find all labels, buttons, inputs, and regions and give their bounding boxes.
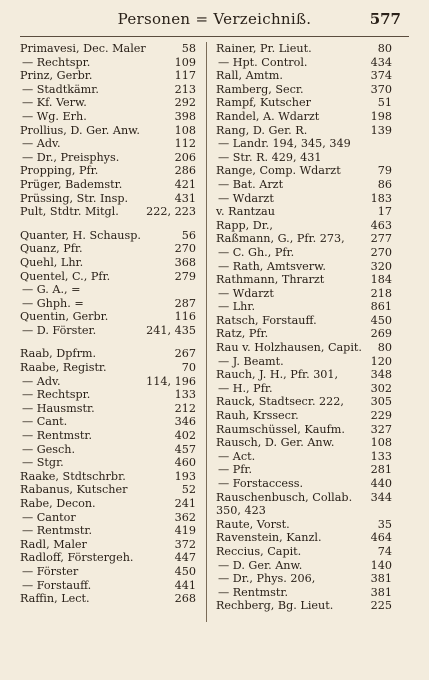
index-entry xyxy=(20,69,196,83)
index-entry xyxy=(20,110,196,124)
right-column xyxy=(216,42,392,613)
entry-pages: 398 xyxy=(174,109,196,123)
entry-name: Ramberg, Secr. xyxy=(216,82,304,96)
entry-pages: 222, 223 xyxy=(146,205,196,219)
entry-pages: 112 xyxy=(174,137,196,151)
entry-pages: 464 xyxy=(370,531,392,545)
index-entry xyxy=(20,470,196,484)
entry-pages: 58 xyxy=(181,42,196,55)
entry-name: Quentin, Gerbr. xyxy=(20,310,109,324)
entry-pages: 270 xyxy=(174,242,196,256)
entry-name: Ravenstein, Kanzl. xyxy=(216,531,322,545)
entry-pages: 286 xyxy=(174,164,196,178)
entry-name: — Ghph. = xyxy=(22,296,84,310)
entry-name: Primavesi, Dec. Maler xyxy=(20,42,146,55)
entry-pages: 133 xyxy=(174,388,196,402)
index-entry xyxy=(216,423,392,437)
index-entry xyxy=(20,229,196,243)
entry-pages: 52 xyxy=(181,483,196,497)
index-entry xyxy=(216,368,392,382)
entry-name: Ratsch, Forstauff. xyxy=(216,313,317,327)
entry-name: — Rechtspr. xyxy=(22,55,91,69)
entry-name: — Stadtkämr. xyxy=(22,82,99,96)
entry-pages: 346 xyxy=(174,415,196,429)
index-entry xyxy=(216,436,392,450)
entry-pages: 108 xyxy=(174,123,196,137)
entry-name: Rauh, Krssecr. xyxy=(216,409,299,423)
entry-name: Rauch, J. H., Pfr. 301, xyxy=(216,368,339,382)
entry-name: 350, 423 xyxy=(216,504,266,518)
entry-pages: 133 xyxy=(370,449,392,463)
entry-name: Prollius, D. Ger. Anw. xyxy=(20,123,140,137)
entry-name: Ratz, Pfr. xyxy=(216,327,269,341)
entry-pages: 229 xyxy=(370,409,392,423)
entry-name: Rauschenbusch, Collab. xyxy=(216,490,353,504)
page-title: Personen = Verzeichniß. xyxy=(117,10,312,28)
entry-pages: 120 xyxy=(370,354,392,368)
index-entry xyxy=(216,599,392,613)
index-entry xyxy=(216,545,392,559)
entry-name: — Rentmstr. xyxy=(22,429,93,443)
index-entry xyxy=(216,518,392,532)
entry-pages: 305 xyxy=(370,395,392,409)
header-rule xyxy=(20,36,409,37)
entry-pages: 35 xyxy=(377,517,392,531)
entry-pages: 372 xyxy=(174,537,196,551)
entry-name: — Str. R. 429, 431 xyxy=(218,150,322,164)
entry-pages: 268 xyxy=(174,592,196,606)
index-entry xyxy=(20,483,196,497)
index-entry xyxy=(216,192,392,206)
index-entry xyxy=(216,450,392,464)
index-entry xyxy=(216,531,392,545)
entry-pages: 861 xyxy=(370,300,392,314)
entry-name: — Rentmstr. xyxy=(22,524,93,538)
index-entry xyxy=(216,232,392,246)
entry-name: Rabe, Decon. xyxy=(20,497,96,510)
entry-pages: 277 xyxy=(370,232,392,246)
index-entry xyxy=(20,579,196,593)
entry-pages: 327 xyxy=(370,422,392,436)
entry-name: Rainer, Pr. Lieut. xyxy=(216,42,312,55)
index-entry xyxy=(20,192,196,206)
index-entry xyxy=(20,56,196,70)
entry-pages: 279 xyxy=(174,269,196,283)
entry-name: — Forstaccess. xyxy=(218,477,304,490)
entry-name: Rampf, Kutscher xyxy=(216,96,311,110)
section-gap xyxy=(20,219,196,229)
entry-name: Range, Comp. Wdarzt xyxy=(216,164,341,178)
index-entry xyxy=(20,511,196,525)
index-entry xyxy=(216,395,392,409)
entry-name: Reccius, Capit. xyxy=(216,544,302,558)
index-entry xyxy=(216,287,392,301)
entry-name: — Hausmstr. xyxy=(22,401,95,415)
entry-pages: 79 xyxy=(377,164,392,178)
entry-pages: 440 xyxy=(370,477,392,490)
index-entry xyxy=(216,382,392,396)
index-entry xyxy=(216,69,392,83)
entry-pages: 344 xyxy=(370,490,392,504)
entry-pages: 441 xyxy=(174,578,196,592)
entry-name: Raumschüssel, Kaufm. xyxy=(216,422,345,436)
entry-pages: 292 xyxy=(174,96,196,110)
entry-pages: 281 xyxy=(370,463,392,477)
index-entry xyxy=(216,314,392,328)
entry-name: — C. Gh., Pfr. xyxy=(218,245,295,259)
entry-name: Raute, Vorst. xyxy=(216,517,290,531)
entry-pages: 267 xyxy=(174,347,196,361)
entry-pages: 206 xyxy=(174,150,196,164)
entry-pages: 302 xyxy=(370,381,392,395)
index-entry xyxy=(20,164,196,178)
index-entry xyxy=(216,164,392,178)
entry-name: — Bat. Arzt xyxy=(218,177,284,191)
entry-name: Randel, A. Wdarzt xyxy=(216,109,320,123)
entry-name: — Pfr. xyxy=(218,463,253,477)
index-entry xyxy=(216,137,392,151)
entry-name: Prinz, Gerbr. xyxy=(20,69,93,83)
entry-pages: 460 xyxy=(174,456,196,470)
entry-pages: 362 xyxy=(174,510,196,524)
entry-pages: 117 xyxy=(174,69,196,83)
index-entry xyxy=(20,538,196,552)
entry-name: Rabanus, Kutscher xyxy=(20,483,128,497)
entry-pages: 212 xyxy=(174,401,196,415)
index-entry xyxy=(216,327,392,341)
index-entry xyxy=(20,429,196,443)
entry-pages: 108 xyxy=(370,436,392,450)
index-entry xyxy=(216,300,392,314)
entry-pages: 434 xyxy=(370,55,392,69)
entry-name: Raake, Stdtschrbr. xyxy=(20,469,126,483)
entry-name: — Hpt. Control. xyxy=(218,55,308,69)
index-entry xyxy=(216,409,392,423)
entry-name: v. Rantzau xyxy=(216,205,275,219)
entry-name: Quanz, Pfr. xyxy=(20,242,83,256)
entry-pages: 56 xyxy=(181,228,196,242)
entry-name: — Dr., Phys. 206, xyxy=(218,572,316,586)
index-entry xyxy=(20,402,196,416)
entry-name: — Stgr. xyxy=(22,456,64,470)
entry-name: — Förster xyxy=(22,564,79,578)
entry-pages: 368 xyxy=(174,255,196,269)
entry-pages: 381 xyxy=(370,585,392,599)
entry-name: — Act. xyxy=(218,449,256,463)
entry-pages: 218 xyxy=(370,286,392,300)
entry-pages: 17 xyxy=(377,205,392,219)
entry-pages: 431 xyxy=(174,191,196,205)
index-entry xyxy=(20,524,196,538)
entry-pages: 402 xyxy=(174,429,196,443)
entry-name: — Wdarzt xyxy=(218,286,274,300)
entry-pages: 140 xyxy=(370,558,392,572)
index-entry xyxy=(20,83,196,97)
entry-pages: 447 xyxy=(174,551,196,565)
entry-name: — Gesch. xyxy=(22,442,76,456)
entry-pages: 421 xyxy=(174,177,196,191)
index-entry xyxy=(216,246,392,260)
index-entry xyxy=(216,559,392,573)
index-entry xyxy=(216,110,392,124)
index-entry xyxy=(216,341,392,355)
entry-pages: 116 xyxy=(174,310,196,324)
index-entry xyxy=(20,347,196,361)
index-entry xyxy=(20,361,196,375)
page-number: 577 xyxy=(369,10,401,28)
entry-name: — Dr., Preisphys. xyxy=(22,150,120,164)
index-entry xyxy=(20,443,196,457)
index-entry xyxy=(216,83,392,97)
index-entry xyxy=(20,124,196,138)
index-entry xyxy=(216,586,392,600)
entry-name: Prüger, Bademstr. xyxy=(20,177,123,191)
entry-pages: 450 xyxy=(174,564,196,578)
section-gap xyxy=(20,337,196,347)
index-entry xyxy=(20,310,196,324)
index-entry xyxy=(20,497,196,511)
index-entry xyxy=(216,219,392,233)
entry-name: — Wg. Erh. xyxy=(22,109,87,123)
index-entry xyxy=(20,137,196,151)
index-entry xyxy=(216,273,392,287)
entry-pages: 457 xyxy=(174,442,196,456)
entry-name: Raßmann, G., Pfr. 273, xyxy=(216,232,345,246)
entry-name: — H., Pfr. xyxy=(218,381,273,395)
index-entry xyxy=(216,260,392,274)
index-entry xyxy=(20,178,196,192)
entry-pages: 241, 435 xyxy=(146,323,196,337)
entry-name: — Forstauff. xyxy=(22,578,92,592)
index-entry xyxy=(216,355,392,369)
entry-name: — Wdarzt xyxy=(218,191,274,205)
entry-pages: 183 xyxy=(370,191,392,205)
entry-name: Raabe, Registr. xyxy=(20,361,107,375)
index-entry xyxy=(216,178,392,192)
index-entry xyxy=(20,270,196,284)
page-header xyxy=(0,10,429,32)
index-entry xyxy=(20,205,196,219)
index-entry xyxy=(216,205,392,219)
entry-pages: 70 xyxy=(181,361,196,375)
index-entry xyxy=(216,42,392,56)
index-entry xyxy=(20,297,196,311)
entry-name: Rathmann, Thrarzt xyxy=(216,273,325,287)
entry-name: Radl, Maler xyxy=(20,537,87,551)
entry-name: Rall, Amtm. xyxy=(216,69,283,83)
entry-name: Quehl, Lhr. xyxy=(20,255,84,269)
entry-name: — Cant. xyxy=(22,415,68,429)
entry-pages: 114, 196 xyxy=(146,374,196,388)
index-entry xyxy=(20,283,196,297)
index-entry xyxy=(20,242,196,256)
index-entry xyxy=(20,388,196,402)
entry-pages: 51 xyxy=(377,96,392,110)
index-entry xyxy=(20,151,196,165)
entry-pages: 450 xyxy=(370,313,392,327)
entry-pages: 374 xyxy=(370,69,392,83)
entry-name: — D. Förster. xyxy=(22,323,97,337)
entry-pages: 287 xyxy=(174,296,196,310)
entry-name: Pult, Stdtr. Mitgl. xyxy=(20,205,119,219)
entry-name: Quanter, H. Schausp. xyxy=(20,228,141,242)
index-entry xyxy=(216,504,392,518)
entry-pages: 381 xyxy=(370,572,392,586)
index-entry xyxy=(216,491,392,505)
entry-pages: 270 xyxy=(370,245,392,259)
entry-name: — Cantor xyxy=(22,510,76,524)
index-entry xyxy=(20,551,196,565)
entry-pages: 184 xyxy=(370,273,392,287)
index-entry xyxy=(20,592,196,606)
entry-name: Quentel, C., Pfr. xyxy=(20,269,111,283)
entry-name: — Lhr. xyxy=(218,300,256,314)
index-entry xyxy=(20,324,196,338)
entry-pages: 74 xyxy=(377,544,392,558)
index-entry xyxy=(20,456,196,470)
index-entry xyxy=(216,463,392,477)
entry-name: — J. Beamt. xyxy=(218,354,284,368)
entry-name: Rapp, Dr., xyxy=(216,218,273,232)
entry-pages: 80 xyxy=(377,341,392,355)
entry-pages: 213 xyxy=(174,82,196,96)
entry-pages: 225 xyxy=(370,599,392,613)
entry-name: — Rechtspr. xyxy=(22,388,91,402)
entry-name: Raffin, Lect. xyxy=(20,592,90,606)
index-entry xyxy=(216,151,392,165)
index-entry xyxy=(20,565,196,579)
entry-pages: 80 xyxy=(377,42,392,55)
entry-name: — Rentmstr. xyxy=(218,585,289,599)
column-divider xyxy=(206,42,207,622)
index-entry xyxy=(20,415,196,429)
entry-pages: 348 xyxy=(370,368,392,382)
entry-pages: 419 xyxy=(174,524,196,538)
entry-name: Radloff, Förstergeh. xyxy=(20,551,134,565)
entry-name: — Adv. xyxy=(22,374,61,388)
index-entry xyxy=(216,572,392,586)
entry-name: — Rath, Amtsverw. xyxy=(218,259,326,273)
entry-name: Rauck, Stadtsecr. 222, xyxy=(216,395,344,409)
index-entry xyxy=(20,96,196,110)
entry-pages: 198 xyxy=(370,109,392,123)
entry-name: — Adv. xyxy=(22,137,61,151)
entry-name: Rausch, D. Ger. Anw. xyxy=(216,436,335,450)
entry-name: Rechberg, Bg. Lieut. xyxy=(216,599,334,613)
entry-pages: 269 xyxy=(370,327,392,341)
entry-name: Raab, Dpfrm. xyxy=(20,347,97,361)
entry-name: — G. A., = xyxy=(22,283,81,297)
entry-pages: 320 xyxy=(370,259,392,273)
entry-pages: 86 xyxy=(377,177,392,191)
entry-name: Rau v. Holzhausen, Capit. xyxy=(216,341,362,355)
entry-name: — D. Ger. Anw. xyxy=(218,558,303,572)
entry-pages: 193 xyxy=(174,469,196,483)
index-entry xyxy=(20,42,196,56)
index-entry xyxy=(216,124,392,138)
index-entry xyxy=(20,256,196,270)
index-entry xyxy=(20,375,196,389)
entry-pages: 139 xyxy=(370,123,392,137)
entry-name: Prüssing, Str. Insp. xyxy=(20,191,129,205)
entry-name: Rang, D. Ger. R. xyxy=(216,123,308,137)
entry-pages: 241 xyxy=(174,497,196,510)
entry-pages: 370 xyxy=(370,82,392,96)
index-entry xyxy=(216,477,392,491)
entry-pages: 463 xyxy=(370,218,392,232)
entry-pages: 109 xyxy=(174,55,196,69)
entry-name: Propping, Pfr. xyxy=(20,164,99,178)
index-entry xyxy=(216,96,392,110)
entry-name: — Landr. 194, 345, 349 xyxy=(218,137,351,151)
index-entry xyxy=(216,56,392,70)
left-column xyxy=(20,42,196,606)
entry-name: — Kf. Verw. xyxy=(22,96,87,110)
